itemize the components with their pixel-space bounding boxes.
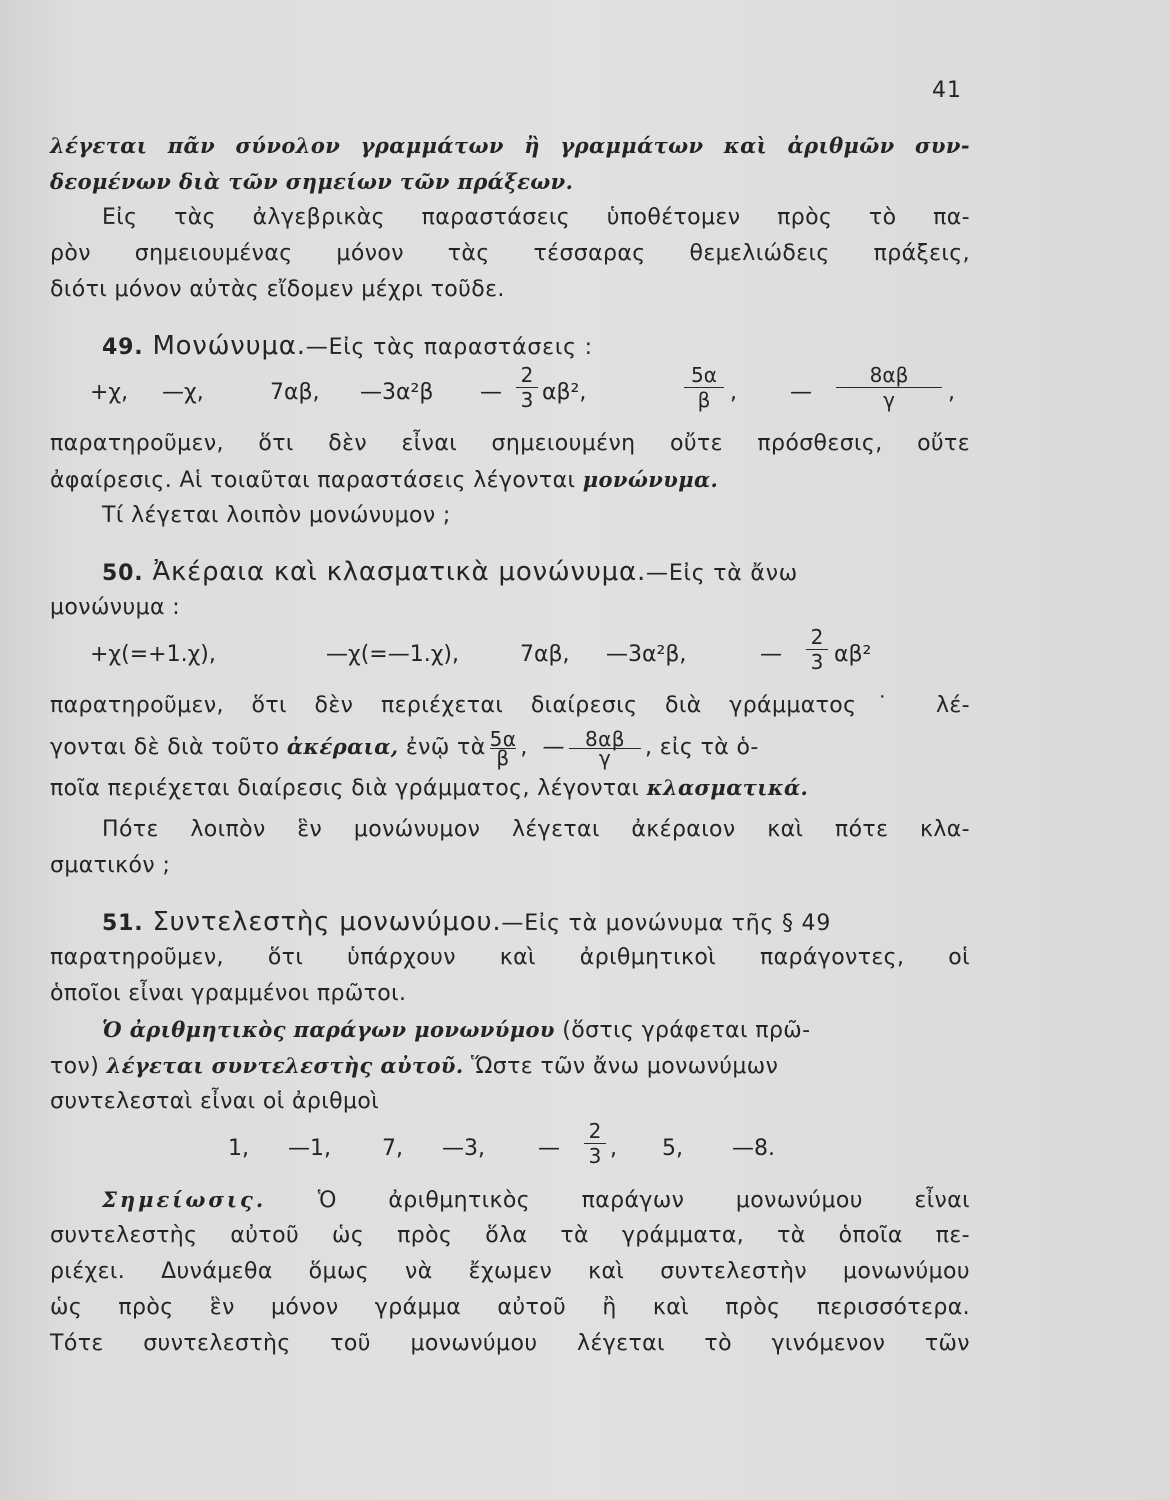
equation-integral-monomials bbox=[50, 626, 970, 688]
text-line: σματικόν ; bbox=[50, 853, 171, 878]
term: αβ², bbox=[542, 380, 587, 405]
fraction: 2 3 bbox=[516, 364, 538, 411]
page-text bbox=[50, 128, 970, 1362]
text-line: γονται δὲ διὰ τοῦτο ἀκέραια, ἐνῷ τὰ $\frac{5\alpha}{\beta}$ , — $\frac{8\alpha\beta}{\gamma}$ , εἰς τὰ ὁ- bbox=[50, 726, 759, 770]
text-line: ριέχει. Δυνάμεθα ὅμως νὰ ἔχωμεν καὶ συντελεστὴν μονωνύμου bbox=[50, 1259, 970, 1284]
text-line: Τότε συντελεστὴς τοῦ μονωνύμου λέγεται τὸ γινόμενον τῶν bbox=[50, 1331, 970, 1356]
fraction: $\frac{8\alpha\beta}{\gamma}$ bbox=[569, 730, 641, 767]
section-intro: —Εἰς τὰς παραστάσεις : bbox=[305, 335, 593, 360]
definition-term: λέγεται συντελεστὴς αὐτοῦ. bbox=[106, 1053, 464, 1078]
term: —χ(=—1.χ), bbox=[326, 642, 459, 667]
text-line: παρατηροῦμεν, ὅτι δὲν περιέχεται διαίρεσις διὰ γράμματος˙ λέ- bbox=[50, 693, 970, 718]
fraction: 2 3 bbox=[806, 626, 828, 673]
term: —1, bbox=[288, 1136, 331, 1161]
section-heading-50 bbox=[50, 554, 970, 590]
page-number: 41 bbox=[932, 78, 962, 103]
section-number: 51. bbox=[102, 911, 144, 936]
text-line: ὁποῖοι εἶναι γραμμένοι πρῶτοι. bbox=[50, 981, 407, 1006]
term: , bbox=[948, 380, 955, 405]
text-line: Εἰς τὰς ἀλγεβρικὰς παραστάσεις ὑποθέτομεν πρὸς τὸ πα- bbox=[102, 205, 970, 230]
fraction: $\frac{5\alpha}{\beta}$ bbox=[489, 726, 517, 770]
term: , bbox=[730, 380, 737, 405]
term: +χ(=+1.χ), bbox=[90, 642, 216, 667]
term: —3α²β bbox=[360, 380, 434, 405]
fraction: 8αβ γ bbox=[836, 364, 942, 411]
term-fractional: κλασματικά. bbox=[646, 775, 809, 800]
term: — bbox=[760, 642, 782, 667]
definition-term: Ὁ ἀριθμητικὸς παράγων μονωνύμου bbox=[102, 1017, 555, 1042]
text-line: δεομένων διὰ τῶν σημείων τῶν πράξεων. bbox=[50, 169, 574, 194]
text-line: Πότε λοιπὸν ἓν μονώνυμον λέγεται ἀκέραιον καὶ πότε κλα- bbox=[102, 817, 970, 842]
text-line: συντελεστὴς αὐτοῦ ὡς πρὸς ὅλα τὰ γράμματα, τὰ ὁποῖα πε- bbox=[50, 1223, 970, 1248]
section-heading-49 bbox=[50, 328, 970, 364]
text-line: συντελεσταὶ εἶναι οἱ ἀριθμοὶ bbox=[50, 1089, 380, 1114]
section-heading-51 bbox=[50, 904, 970, 940]
term: 7, bbox=[382, 1136, 403, 1161]
equation-monomials bbox=[50, 364, 970, 426]
fraction: 2 3 bbox=[584, 1120, 606, 1167]
section-number: 50. bbox=[102, 561, 144, 586]
fraction: 5α β bbox=[684, 364, 724, 411]
section-intro: —Εἰς τὰ μονώνυμα τῆς § 49 bbox=[501, 911, 832, 936]
term: +χ, bbox=[90, 380, 129, 405]
text-line: παρατηροῦμεν, ὅτι δὲν εἶναι σημειουμένη οὔτε πρόσθεσις, οὔτε bbox=[50, 431, 970, 456]
text-line: Σημείωσις. Ὁ ἀριθμητικὸς παράγων μονωνύμου εἶναι bbox=[102, 1187, 970, 1213]
section-title: Συντελεστὴς μονωνύμου. bbox=[143, 907, 502, 937]
term: 1, bbox=[228, 1136, 249, 1161]
text-line: παρατηροῦμεν, ὅτι ὑπάρχουν καὶ ἀριθμητικοὶ παράγοντες, οἱ bbox=[50, 945, 970, 970]
text-line: Τί λέγεται λοιπὸν μονώνυμον ; bbox=[102, 503, 451, 528]
text-line: διότι μόνον αὐτὰς εἴδομεν μέχρι τοῦδε. bbox=[50, 277, 505, 302]
equation-coefficients bbox=[50, 1120, 970, 1182]
section-intro: —Εἰς τὰ ἄνω bbox=[646, 561, 799, 586]
term: —3α²β, bbox=[606, 642, 687, 667]
term: αβ² bbox=[834, 642, 872, 667]
text-line: λέγεται πᾶν σύνολον γραμμάτων ἢ γραμμάτων καὶ ἀριθμῶν συν- bbox=[50, 133, 970, 158]
term: 7αβ, bbox=[270, 380, 320, 405]
term: —χ, bbox=[162, 380, 204, 405]
section-title: Ἀκέραια καὶ κλασματικὰ μονώνυμα. bbox=[143, 557, 647, 587]
text-line: ὡς πρὸς ἓν μόνον γράμμα αὐτοῦ ἢ καὶ πρὸς περισσότερα. bbox=[50, 1295, 970, 1320]
text-line: ἀφαίρεσις. Αἱ τοιαῦται παραστάσεις λέγονται μονώνυμα. bbox=[50, 467, 719, 493]
term-monomials: μονώνυμα. bbox=[582, 467, 719, 492]
term: — bbox=[538, 1136, 560, 1161]
text-line: ρὸν σημειουμένας μόνον τὰς τέσσαρας θεμελιώδεις πράξεις, bbox=[50, 241, 970, 266]
section-number: 49. bbox=[102, 335, 144, 360]
term: 7αβ, bbox=[520, 642, 570, 667]
term: —3, bbox=[442, 1136, 485, 1161]
text-line: μονώνυμα : bbox=[50, 595, 181, 620]
term: — bbox=[790, 380, 812, 405]
term: — bbox=[480, 380, 502, 405]
term: 5, bbox=[662, 1136, 683, 1161]
term: , bbox=[610, 1136, 617, 1161]
term-integral: ἀκέραια, bbox=[286, 734, 399, 759]
text-line: Ὁ ἀριθμητικὸς παράγων μονωνύμου (ὅστις γράφεται πρῶ- bbox=[102, 1017, 811, 1043]
term: —8. bbox=[732, 1136, 775, 1161]
text-line: ποῖα περιέχεται διαίρεσις διὰ γράμματος, λέγονται κλασματικά. bbox=[50, 775, 809, 801]
note-label: Σημείωσις. bbox=[102, 1187, 267, 1212]
text-line: τον) λέγεται συντελεστὴς αὐτοῦ. Ὥστε τῶν ἄνω μονωνύμων bbox=[50, 1053, 779, 1079]
section-title: Μονώνυμα. bbox=[143, 331, 306, 361]
